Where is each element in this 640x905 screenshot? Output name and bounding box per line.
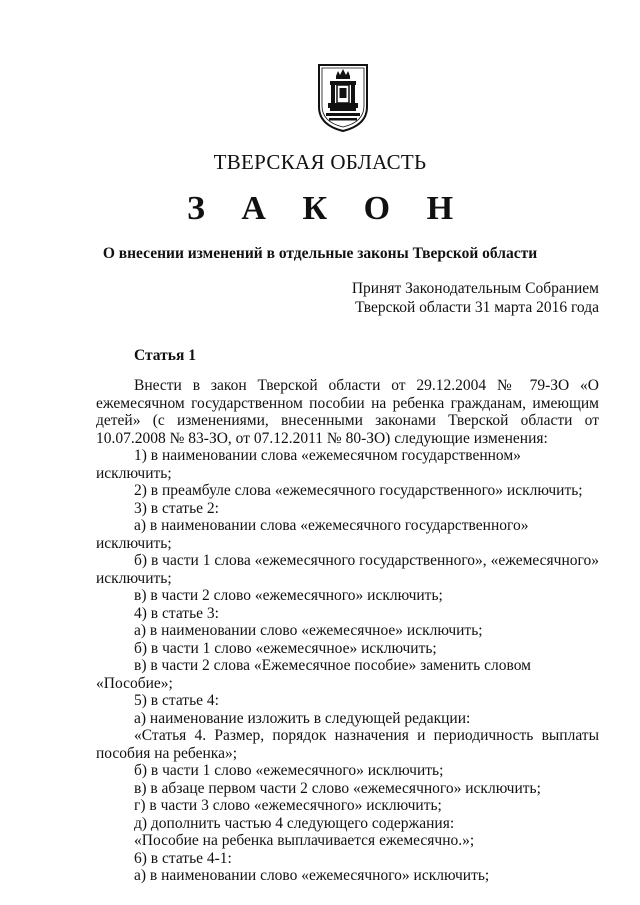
paragraph: «Пособие на ребенка выплачивается ежемесячно.»; [134,832,475,849]
paragraph: в) в части 2 слова «Ежемесячное пособие» заменить словом «Пособие»; [96,657,531,692]
adoption-line-2: Тверской области 31 марта 2016 года [355,299,599,316]
paragraph: 2) в преамбуле слова «ежемесячного государственного» исключить; [134,482,583,499]
document-title: О внесении изменений в отдельные законы Тверской области [102,245,538,262]
paragraph: б) в части 1 слово «ежемесячного» исключить; [134,762,444,779]
paragraph: «Статья 4. Размер, порядок назначения и периодичность выплаты пособия на ребенка»; [96,727,599,762]
region-name: ТВЕРСКАЯ ОБЛАСТЬ [213,150,427,174]
document-type: З А К О Н [186,190,468,227]
paragraph: г) в части 3 слово «ежемесячного» исключить; [134,797,442,814]
paragraph: б) в части 1 слова «ежемесячного государственного», «ежемесячного» исключить; [96,552,599,587]
article-body [96,377,599,885]
adoption-line-1: Принят Законодательным Собранием [351,280,599,297]
paragraph: в) в части 2 слово «ежемесячного» исключить; [134,587,443,604]
paragraph: а) в наименовании слово «ежемесячного» исключить; [134,867,490,884]
paragraph: б) в части 1 слово «ежемесячное» исключить; [134,639,437,657]
paragraph: 6) в статье 4-1: [134,849,232,867]
paragraph: 4) в статье 3: [134,604,219,622]
paragraph: а) наименование изложить в следующей редакции: [134,709,471,727]
tver-coat-of-arms-icon [317,63,369,133]
paragraph: 3) в статье 2: [134,499,219,517]
paragraph: Внести в закон Тверской области от 29.12.2004 № 79-ЗО «О ежемесячном государственном пособии на ребенка гражданам, имеющим детей» (с изменениями, внесенными законами Тверской области от 10.07.2008 № 83-ЗО, от 07.12.2011 № 80-ЗО) следующие изменения: [96,377,599,447]
paragraph: 1) в наименовании слова «ежемесячном государственном» исключить; [96,447,521,482]
adoption-note [352,279,599,317]
paragraph: а) в наименовании слово «ежемесячное» исключить; [134,622,483,639]
paragraph: а) в наименовании слова «ежемесячного государственного» исключить; [96,517,529,552]
article-heading: Статья 1 [134,347,196,364]
paragraph: в) в абзаце первом части 2 слово «ежемесячного» исключить; [134,779,541,797]
paragraph: 5) в статье 4: [134,692,219,709]
paragraph: д) дополнить частью 4 следующего содержания: [134,814,455,832]
